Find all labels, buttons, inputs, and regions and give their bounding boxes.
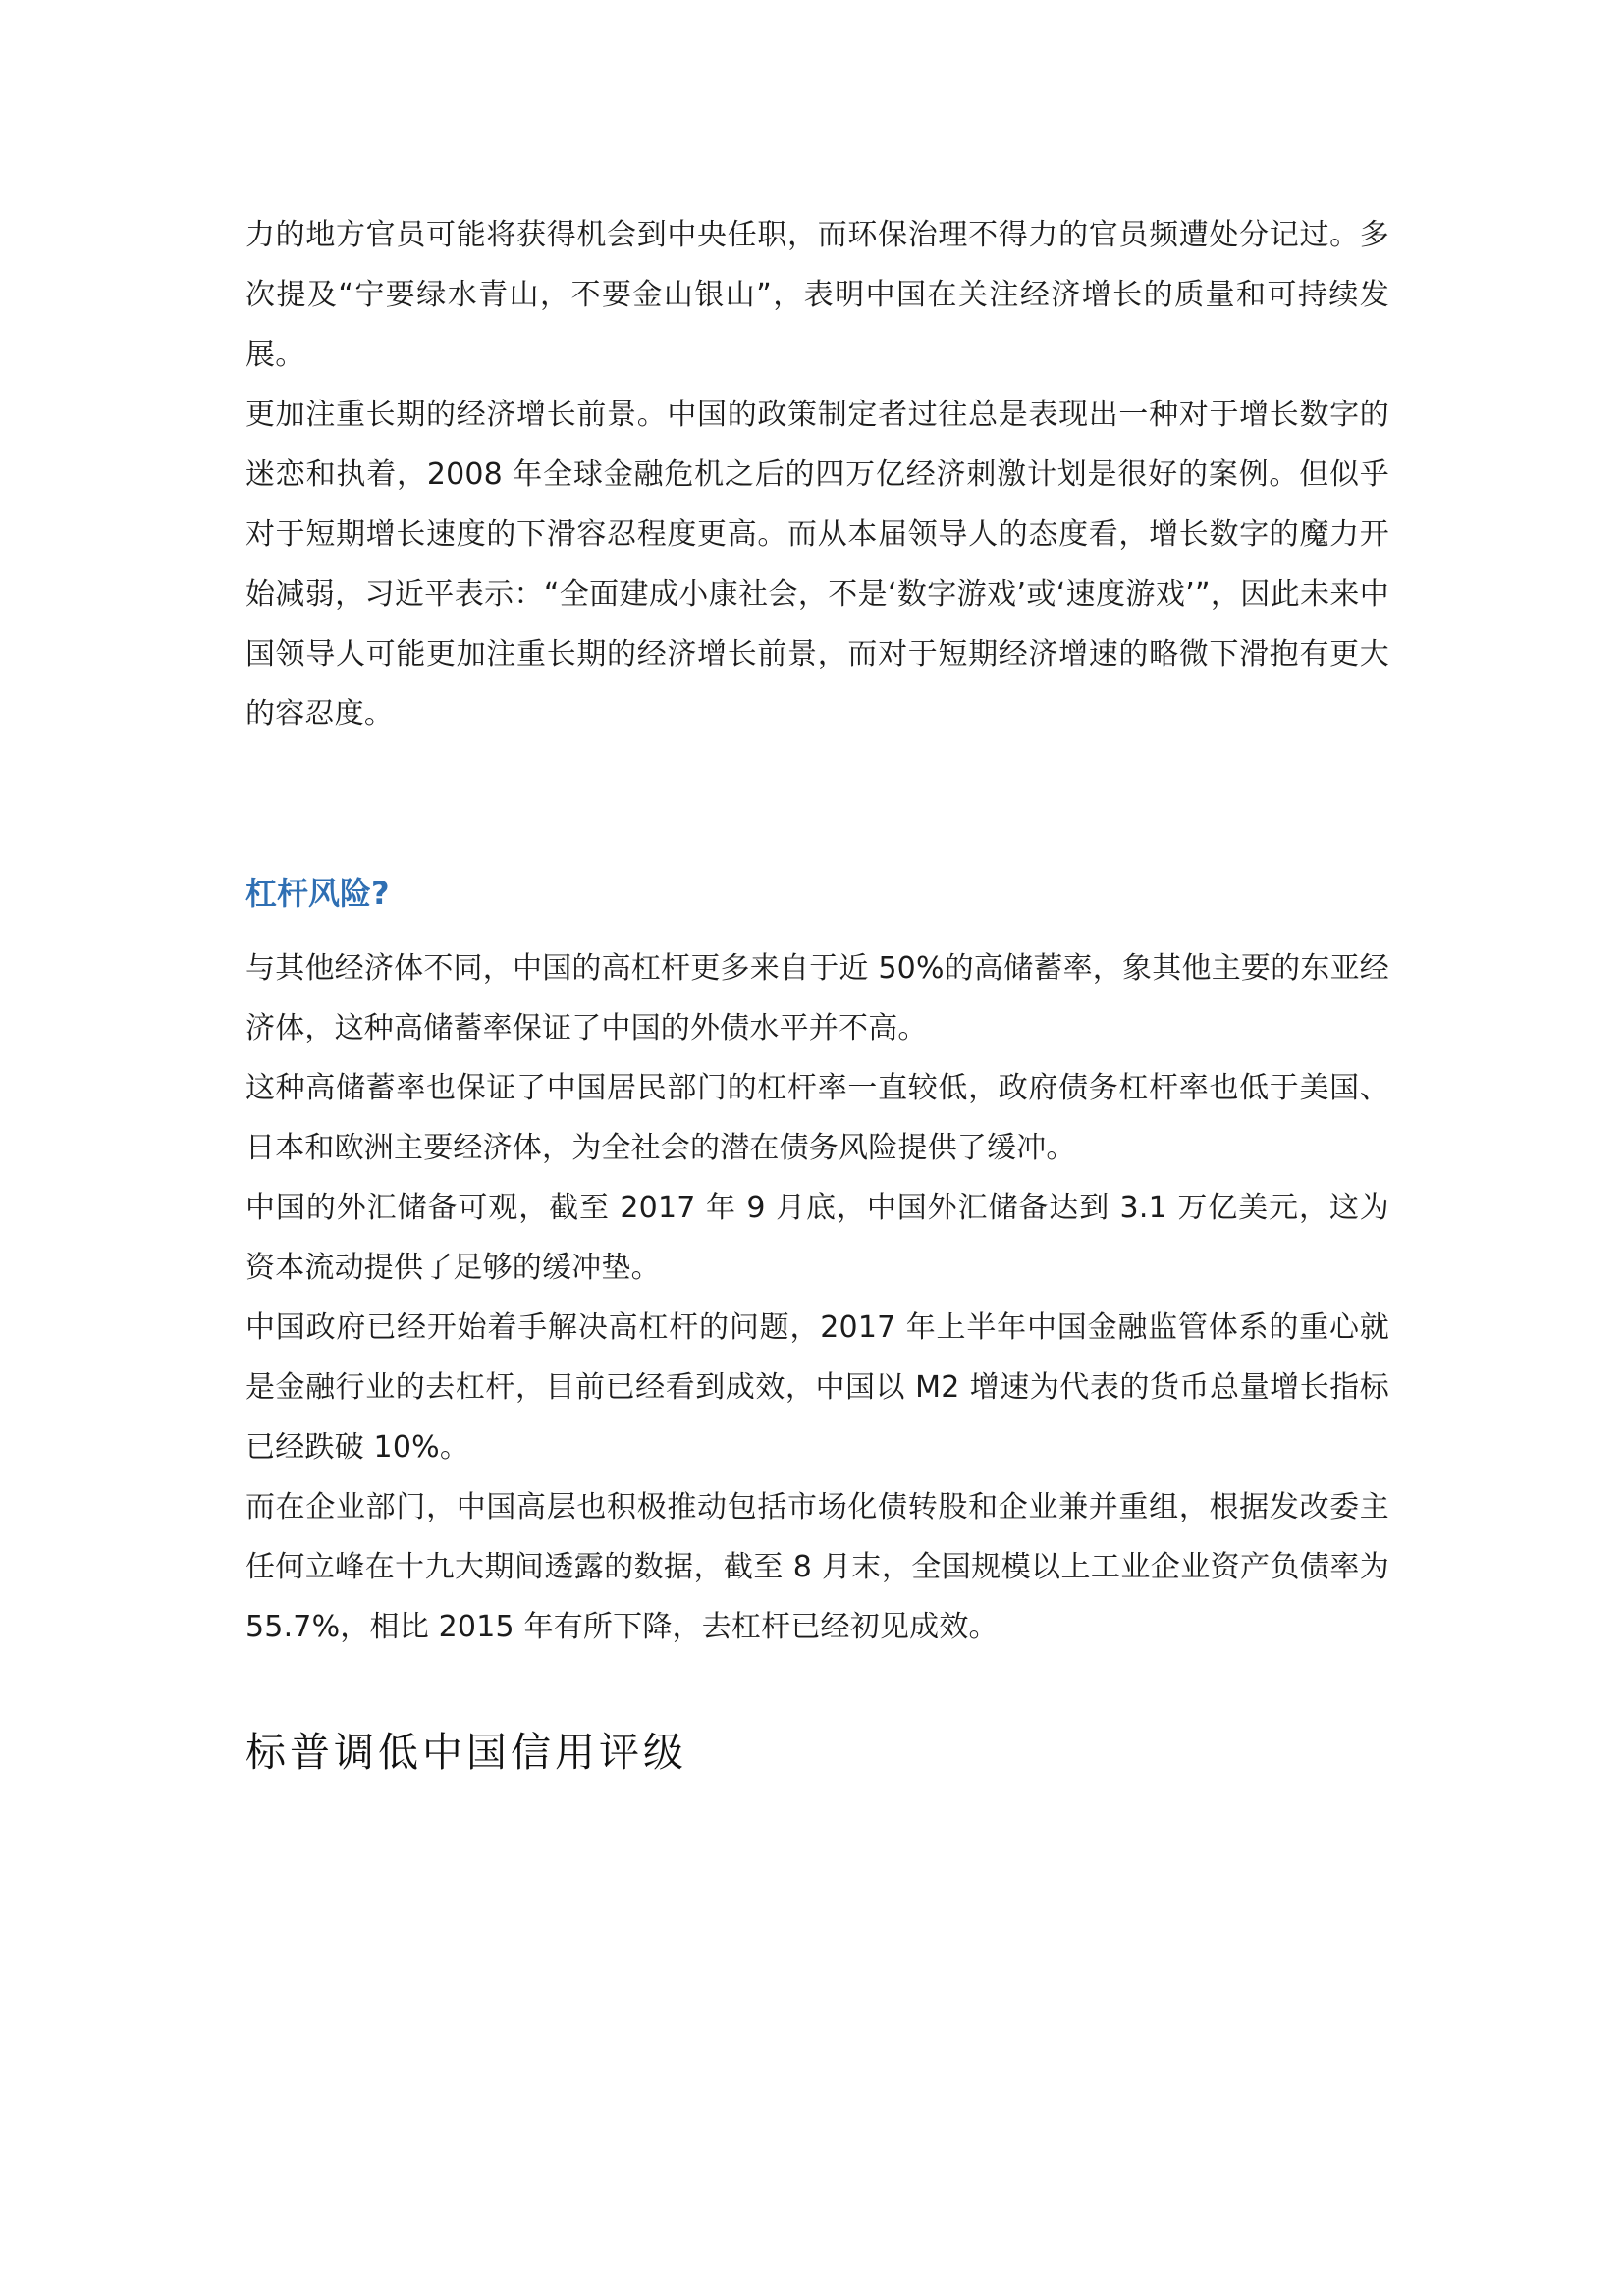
paragraph: 与其他经济体不同，中国的高杠杆更多来自于近 50%的高储蓄率，象其他主要的东亚经济体，这种高储蓄率保证了中国的外债水平并不高。 (245, 951, 1389, 1045)
paragraph: 这种高储蓄率也保证了中国居民部门的杠杆率一直较低，政府债务杠杆率也低于美国、日本和欧洲主要经济体，为全社会的潜在债务风险提供了缓冲。 (245, 1071, 1389, 1165)
paragraph: 更加注重长期的经济增长前景。中国的政策制定者过往总是表现出一种对于增长数字的迷恋和执着，2008 年全球金融危机之后的四万亿经济刺激计划是很好的案例。但似乎对于短期增长速度的下滑容忍程度更高。而从本届领导人的态度看，增长数字的魔力开始减弱，习近平表示：“全面建成小康社会，不是‘数字游戏’或‘速度游戏’”，因此未来中国领导人可能更加注重长期的经济增长前景，而对于短期经济增速的略微下滑抱有更大的容忍度。 (245, 398, 1389, 731)
paragraph: 中国的外汇储备可观，截至 2017 年 9 月底，中国外汇储备达到 3.1 万亿美元，这为资本流动提供了足够的缓冲垫。 (245, 1191, 1389, 1285)
paragraph: 力的地方官员可能将获得机会到中央任职，而环保治理不得力的官员频遭处分记过。多次提及“宁要绿水青山，不要金山银山”，表明中国在关注经济增长的质量和可持续发展。 (245, 218, 1389, 372)
section-heading-leverage-risk: 杠杆风险? (245, 875, 390, 912)
text-block-intro (245, 205, 1389, 385)
text-block-growth-outlook (245, 385, 1389, 744)
paragraph: 而在企业部门，中国高层也积极推动包括市场化债转股和企业兼并重组，根据发改委主任何立峰在十九大期间透露的数据，截至 8 月末，全国规模以上工业企业资产负债率为 55.7%，相比 2015 年有所下降，去杠杆已经初见成效。 (245, 1490, 1389, 1644)
paragraph: 中国政府已经开始着手解决高杠杆的问题，2017 年上半年中国金融监管体系的重心就是金融行业的去杠杆，目前已经看到成效，中国以 M2 增速为代表的货币总量增长指标已经跌破 10%。 (245, 1310, 1389, 1465)
text-block-leverage (245, 938, 1389, 1657)
section-heading-credit-rating: 标普调低中国信用评级 (245, 1729, 687, 1776)
